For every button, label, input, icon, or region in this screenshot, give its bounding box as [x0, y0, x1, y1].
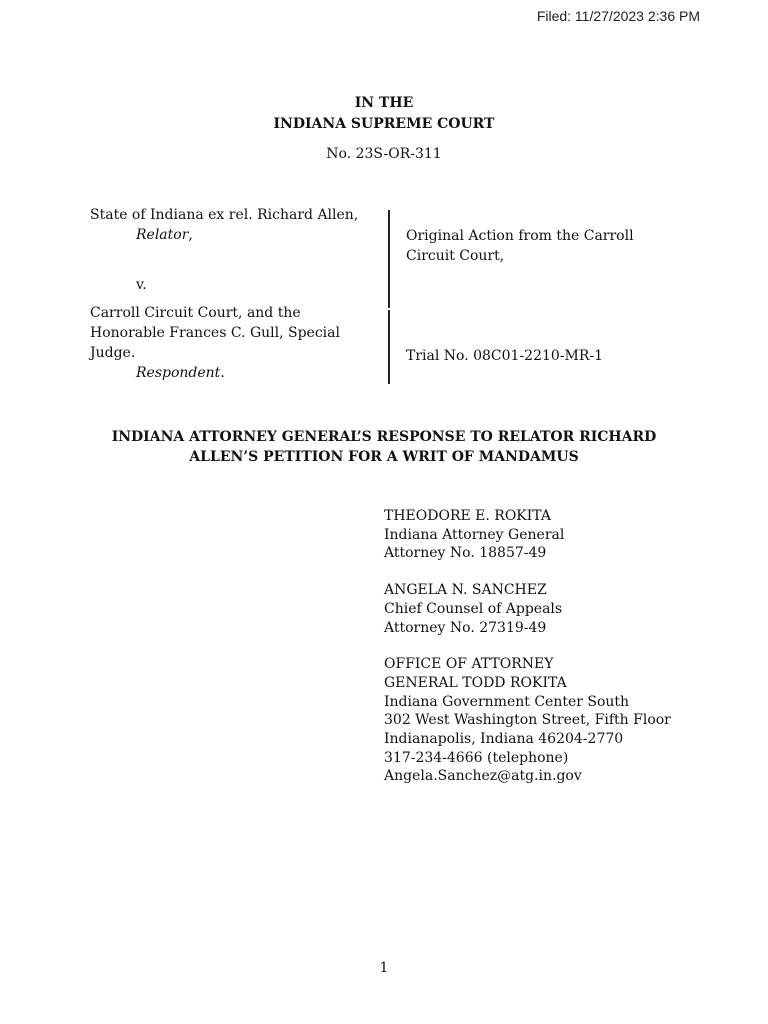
original-action-line1: Original Action from the Carroll — [406, 228, 634, 244]
caption-divider-upper — [388, 210, 390, 308]
office-city: Indianapolis, Indiana 46204-2770 — [384, 731, 624, 748]
signature-block — [384, 507, 671, 804]
office-line1: OFFICE OF ATTORNEY — [384, 656, 554, 673]
office-phone: 317-234-4666 (telephone) — [384, 749, 569, 766]
attorney-name: THEODORE E. ROKITA — [384, 508, 551, 524]
respondent-role: Respondent. — [136, 365, 225, 381]
respondent-line3: Judge. — [90, 345, 136, 361]
respondent-line1: Carroll Circuit Court, and the — [90, 305, 301, 321]
court-heading-line1: IN THE — [354, 95, 414, 111]
office-email: Angela.Sanchez@atg.in.gov — [384, 768, 582, 785]
office-street: 302 West Washington Street, Fifth Floor — [384, 712, 671, 729]
relator-role: Relator, — [136, 227, 193, 243]
relator-name: State of Indiana ex rel. Richard Allen, — [90, 207, 359, 223]
office-line2: GENERAL TODD ROKITA — [384, 674, 567, 691]
office-building: Indiana Government Center South — [384, 693, 630, 710]
attorney-title: Indiana Attorney General — [384, 526, 565, 543]
document-title-line2: ALLEN’S PETITION FOR A WRIT OF MANDAMUS — [189, 449, 579, 465]
chief-counsel-block — [384, 581, 671, 637]
document-title — [0, 427, 768, 467]
document-title-line1: INDIANA ATTORNEY GENERAL’S RESPONSE TO RELATOR RICHARD — [111, 429, 657, 445]
versus: v. — [136, 277, 147, 293]
spacer — [90, 295, 380, 303]
page-number: 1 — [379, 960, 389, 976]
court-heading-line2: INDIANA SUPREME COURT — [273, 116, 495, 132]
original-action — [406, 226, 634, 266]
original-action-line2: Circuit Court, — [406, 248, 505, 264]
attorney-general-block — [384, 507, 671, 563]
caption-left — [90, 205, 380, 383]
caption-divider-lower — [388, 310, 390, 384]
court-heading — [0, 93, 768, 135]
attorney-title: Chief Counsel of Appeals — [384, 600, 563, 617]
trial-number: Trial No. 08C01-2210-MR-1 — [406, 348, 604, 364]
spacer — [90, 245, 380, 275]
attorney-number: Attorney No. 18857-49 — [384, 545, 547, 562]
office-address-block — [384, 655, 671, 786]
attorney-number: Attorney No. 27319-49 — [384, 619, 547, 636]
filed-stamp: Filed: 11/27/2023 2:36 PM — [536, 8, 700, 24]
attorney-name: ANGELA N. SANCHEZ — [384, 582, 547, 599]
case-number: No. 23S-OR-311 — [326, 146, 442, 162]
respondent-line2: Honorable Frances C. Gull, Special — [90, 325, 340, 341]
